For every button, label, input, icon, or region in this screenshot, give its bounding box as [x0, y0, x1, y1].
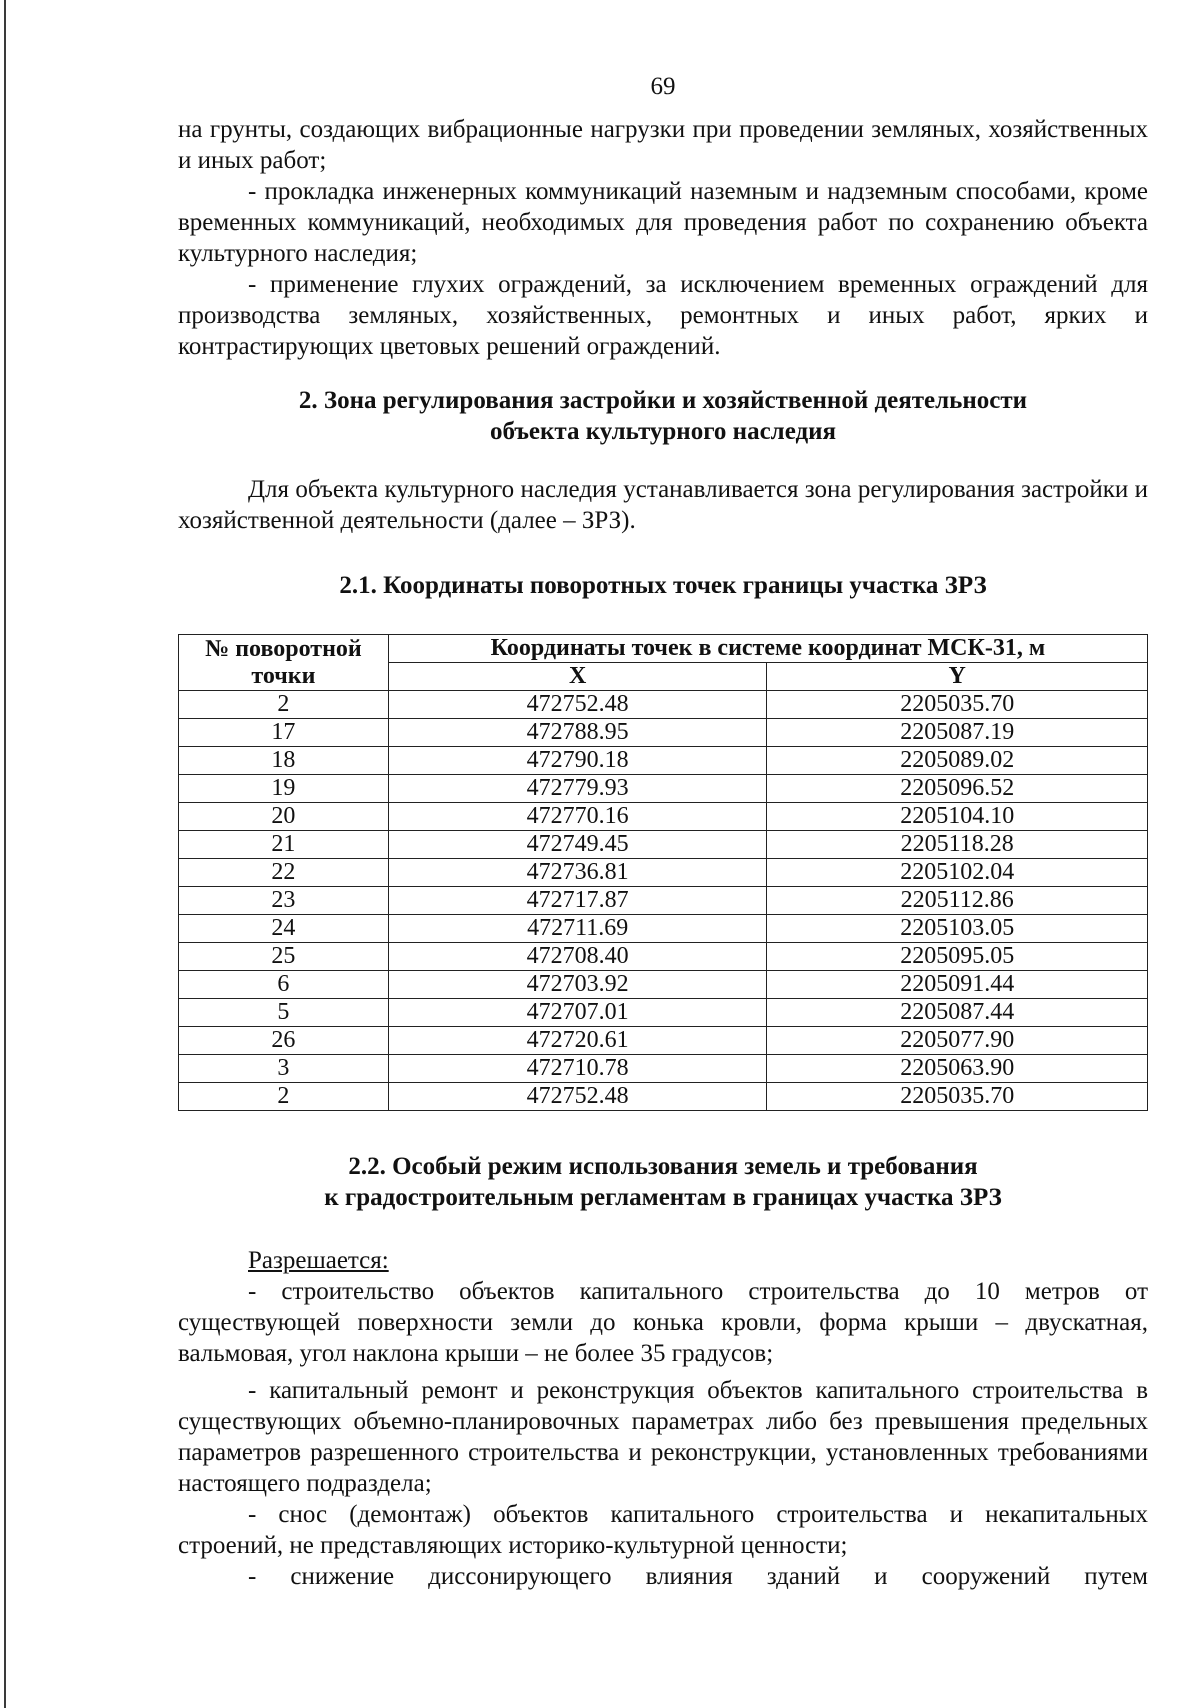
- cell-x: 472788.95: [388, 719, 767, 747]
- cell-x: 472707.01: [388, 999, 767, 1027]
- table-row: [179, 859, 1148, 887]
- table-row: [179, 831, 1148, 859]
- intro-bullet-fences: - применение глухих ограждений, за исключением временных ограждений для производства земляных, хозяйственных, ремонтных и иных работ, ярких и контрастирующих цветовых решений ограждений.: [178, 271, 1148, 360]
- table-row: [179, 719, 1148, 747]
- document-page: [178, 72, 1148, 1592]
- scan-edge-line: [4, 0, 6, 1708]
- cell-point: 22: [179, 859, 389, 887]
- cell-x: 472770.16: [388, 803, 767, 831]
- table-row: [179, 943, 1148, 971]
- cell-point: 2: [179, 1083, 389, 1111]
- cell-x: 472717.87: [388, 887, 767, 915]
- cell-point: 20: [179, 803, 389, 831]
- cell-x: 472752.48: [388, 691, 767, 719]
- page-number: 69: [650, 73, 676, 100]
- table-row: [179, 1083, 1148, 1111]
- allowed-bullet-repair: - капитальный ремонт и реконструкция объектов капитального строительства в существующих объемно-планировочных параметрах либо без превышения предельных параметров разрешенного строительства и реконструкции, установленных требованиями настоящего подраздела;: [178, 1377, 1148, 1497]
- cell-y: 2205087.19: [767, 719, 1148, 747]
- cell-y: 2205063.90: [767, 1055, 1148, 1083]
- table-row: [179, 915, 1148, 943]
- cell-y: 2205087.44: [767, 999, 1148, 1027]
- intro-bullet-communications: - прокладка инженерных коммуникаций наземным и надземным способами, кроме временных коммуникаций, необходимых для проведения работ по сохранению объекта культурного наследия;: [178, 178, 1148, 267]
- table-row: [179, 691, 1148, 719]
- cell-y: 2205035.70: [767, 1083, 1148, 1111]
- cell-point: 3: [179, 1055, 389, 1083]
- cell-x: 472710.78: [388, 1055, 767, 1083]
- cell-point: 6: [179, 971, 389, 999]
- cell-x: 472720.61: [388, 1027, 767, 1055]
- coordinates-table: [178, 634, 1148, 1111]
- cell-point: 25: [179, 943, 389, 971]
- header-point-line1: № поворотной: [205, 635, 362, 662]
- allowed-bullet-construction: - строительство объектов капитального строительства до 10 метров от существующей поверхности земли до конька кровли, форма крыши – двускатная, вальмовая, угол наклона крыши – не более 35 градусов;: [178, 1278, 1148, 1367]
- cell-point: 26: [179, 1027, 389, 1055]
- table-row: [179, 1055, 1148, 1083]
- section-2-heading-line1: 2. Зона регулирования застройки и хозяйственной деятельности: [298, 387, 1028, 414]
- cell-point: 17: [179, 719, 389, 747]
- header-point-line2: точки: [251, 662, 316, 689]
- cell-x: 472749.45: [388, 831, 767, 859]
- cell-x: 472790.18: [388, 747, 767, 775]
- cell-y: 2205095.05: [767, 943, 1148, 971]
- table-row: [179, 971, 1148, 999]
- cell-x: 472708.40: [388, 943, 767, 971]
- cell-y: 2205091.44: [767, 971, 1148, 999]
- cell-x: 472752.48: [388, 1083, 767, 1111]
- table-row: [179, 1027, 1148, 1055]
- cell-point: 24: [179, 915, 389, 943]
- cell-y: 2205077.90: [767, 1027, 1148, 1055]
- cell-y: 2205103.05: [767, 915, 1148, 943]
- cell-point: 2: [179, 691, 389, 719]
- section-2-paragraph: Для объекта культурного наследия устанавливается зона регулирования застройки и хозяйственной деятельности (далее – ЗРЗ).: [178, 476, 1148, 534]
- cell-point: 21: [179, 831, 389, 859]
- cell-x: 472703.92: [388, 971, 767, 999]
- cell-y: 2205104.10: [767, 803, 1148, 831]
- header-coordinates: Координаты точек в системе координат МСК-31, м: [388, 635, 1147, 663]
- cell-y: 2205102.04: [767, 859, 1148, 887]
- section-2-2-heading-line2: к градостроительным регламентам в границах участка ЗРЗ: [324, 1184, 1002, 1211]
- cell-y: 2205096.52: [767, 775, 1148, 803]
- header-x: X: [388, 663, 767, 691]
- table-row: [179, 887, 1148, 915]
- section-2-heading-line2: объекта культурного наследия: [489, 418, 837, 445]
- cell-x: 472736.81: [388, 859, 767, 887]
- section-2-2-heading-line1: 2.2. Особый режим использования земель и требования: [348, 1153, 978, 1180]
- allowed-label-line: [178, 1245, 1148, 1276]
- header-point-number: [179, 635, 389, 691]
- table-row: [179, 775, 1148, 803]
- table-row: [179, 999, 1148, 1027]
- table-row: [179, 747, 1148, 775]
- cell-y: 2205118.28: [767, 831, 1148, 859]
- section-2-1-heading: 2.1. Координаты поворотных точек границы участка ЗРЗ: [339, 572, 987, 599]
- cell-y: 2205112.86: [767, 887, 1148, 915]
- cell-point: 5: [179, 999, 389, 1027]
- intro-continuation: на грунты, создающих вибрационные нагрузки при проведении земляных, хозяйственных и иных работ;: [178, 116, 1148, 174]
- allowed-label: Разрешается:: [248, 1247, 389, 1274]
- cell-point: 18: [179, 747, 389, 775]
- cell-x: 472779.93: [388, 775, 767, 803]
- cell-point: 19: [179, 775, 389, 803]
- allowed-bullet-demolition: - снос (демонтаж) объектов капитального строительства и некапитальных строений, не представляющих историко-культурной ценности;: [178, 1501, 1148, 1559]
- cell-point: 23: [179, 887, 389, 915]
- allowed-bullet-dissonance: - снижение диссонирующего влияния зданий и сооружений путем: [248, 1563, 1148, 1590]
- cell-y: 2205089.02: [767, 747, 1148, 775]
- header-y: Y: [767, 663, 1148, 691]
- cell-y: 2205035.70: [767, 691, 1148, 719]
- table-row: [179, 803, 1148, 831]
- cell-x: 472711.69: [388, 915, 767, 943]
